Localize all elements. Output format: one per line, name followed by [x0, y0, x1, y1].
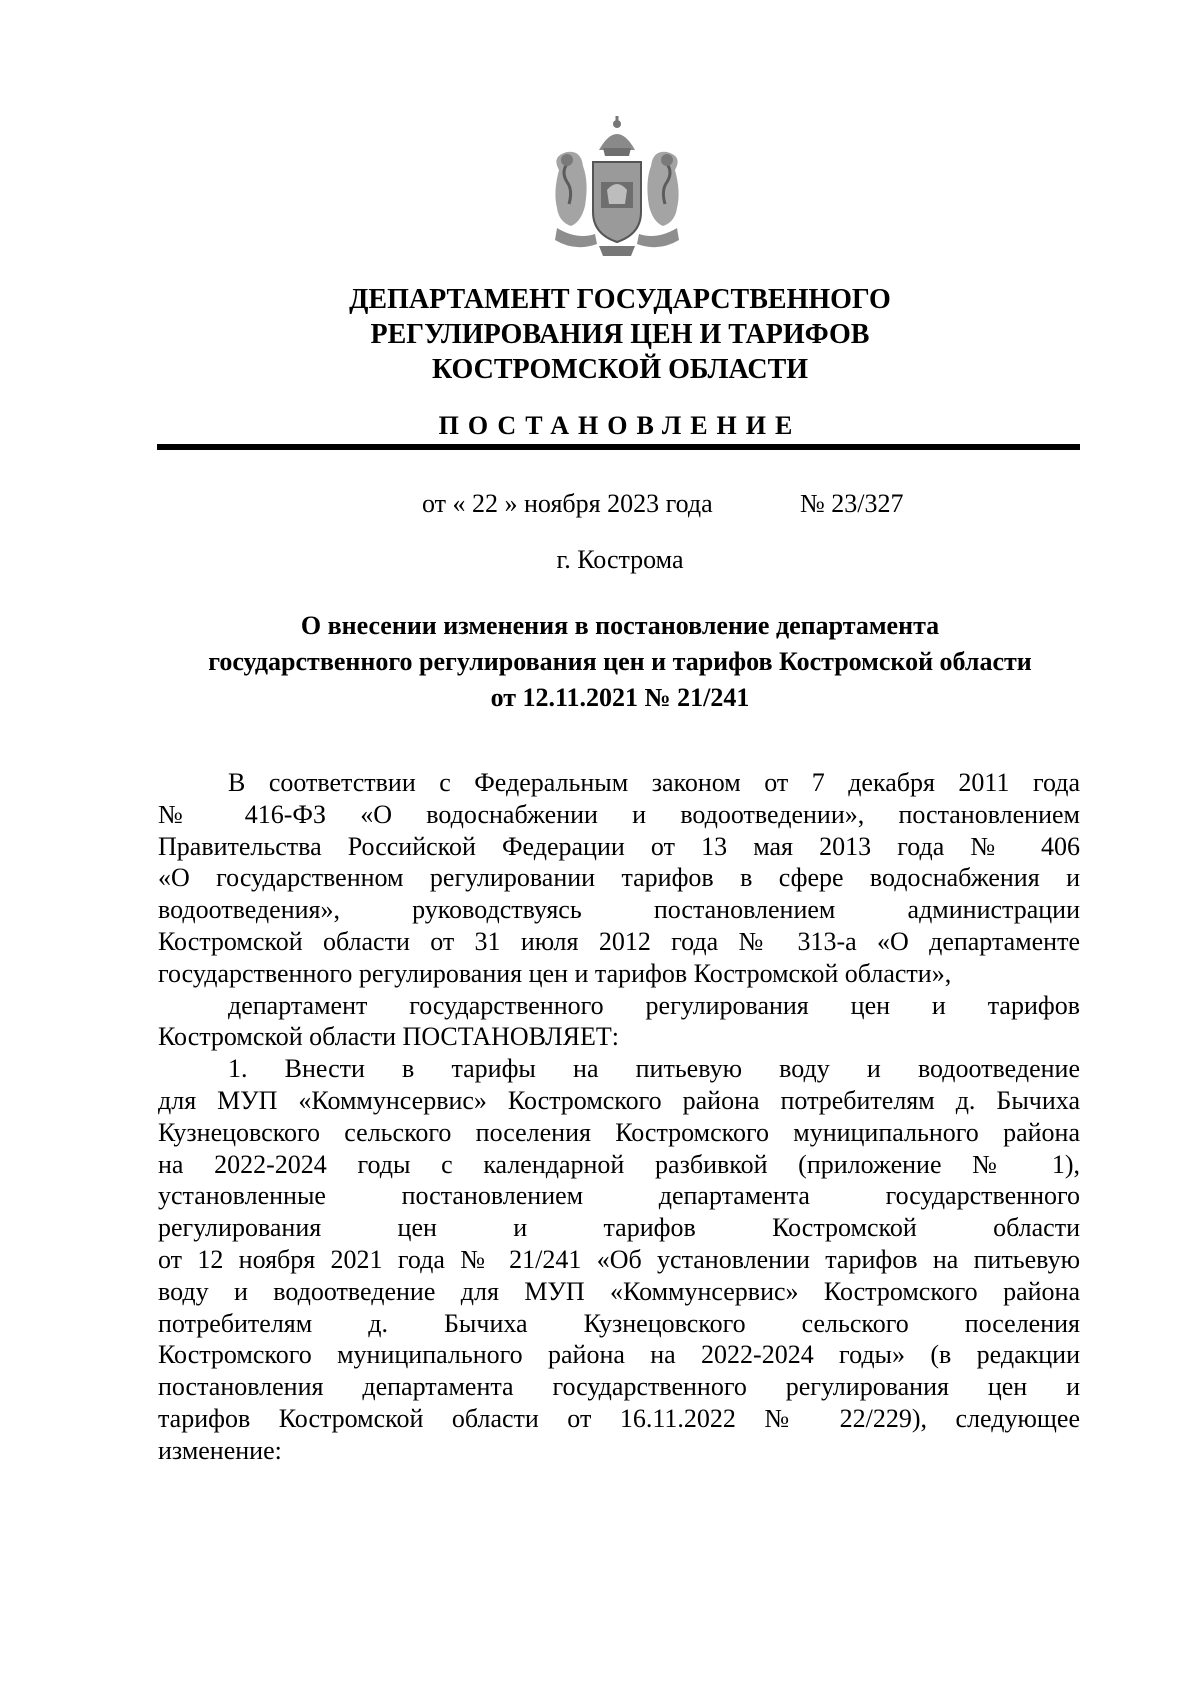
body-line: В соответствии с Федеральным законом от 7 декабря 2011 года: [228, 768, 1080, 797]
department-name-line-3: КОСТРОМСКОЙ ОБЛАСТИ: [431, 354, 809, 385]
body-line: Костромской области ПОСТАНОВЛЯЕТ:: [158, 1022, 619, 1052]
body-line: Костромского муниципального района на 2022-2024 годы» (в редакции: [158, 1340, 1080, 1370]
document-type-title: ПОСТАНОВЛЕНИЕ: [438, 411, 802, 440]
department-name-line-1: ДЕПАРТАМЕНТ ГОСУДАРСТВЕННОГО: [349, 284, 891, 315]
body-line: потребителям д. Бычиха Кузнецовского сельского поселения: [158, 1308, 1080, 1338]
body-line: водоотведения», руководствуясь постановлением администрации: [158, 895, 1080, 925]
header-divider: [157, 444, 1080, 450]
body-line: тарифов Костромской области от 16.11.2022 № 22/229), следующее: [158, 1403, 1080, 1433]
department-name-line-2: РЕГУЛИРОВАНИЯ ЦЕН И ТАРИФОВ: [370, 319, 870, 350]
body-line: Правительства Российской Федерации от 13 мая 2013 года № 406: [158, 831, 1080, 861]
document-subject: [150, 608, 1090, 716]
body-line: Кузнецовского сельского поселения Костромского муниципального района: [158, 1117, 1080, 1147]
subject-line-2: государственного регулирования цен и тарифов Костромской области: [208, 647, 1032, 676]
body-line: государственного регулирования цен и тарифов Костромской области»,: [158, 958, 952, 988]
body-line: департамент государственного регулирования цен и тарифов: [228, 990, 1080, 1020]
document-body: [158, 767, 1080, 1467]
department-name: [160, 282, 1080, 387]
coat-of-arms-emblem: [537, 112, 697, 262]
document-city: г. Кострома: [556, 545, 684, 574]
document-date: от « 22 » ноября 2023 года: [422, 489, 713, 518]
body-line: для МУП «Коммунсервис» Костромского района потребителям д. Бычиха: [158, 1085, 1080, 1115]
body-line: № 416-ФЗ «О водоснабжении и водоотведении», постановлением: [158, 799, 1080, 829]
document-number: № 23/327: [800, 489, 904, 518]
body-line: «О государственном регулировании тарифов в сфере водоснабжения и: [158, 863, 1080, 893]
subject-line-1: О внесении изменения в постановление департамента: [300, 611, 940, 640]
body-line: регулирования цен и тарифов Костромской области: [158, 1213, 1080, 1243]
body-line: воду и водоотведение для МУП «Коммунсервис» Костромского района: [158, 1276, 1080, 1306]
body-line: постановления департамента государственного регулирования цен и: [158, 1372, 1080, 1402]
subject-line-3: от 12.11.2021 № 21/241: [490, 683, 750, 712]
body-line: установленные постановлением департамента государственного: [158, 1181, 1080, 1211]
body-line: от 12 ноября 2021 года № 21/241 «Об установлении тарифов на питьевую: [158, 1244, 1080, 1274]
body-line: изменение:: [158, 1435, 282, 1465]
date-number-line: [160, 487, 1080, 521]
body-line: Костромской области от 31 июля 2012 года № 313-а «О департаменте: [158, 926, 1080, 956]
body-line: 1. Внести в тарифы на питьевую воду и водоотведение: [228, 1054, 1080, 1084]
body-line: на 2022-2024 годы с календарной разбивкой (приложение № 1),: [158, 1149, 1080, 1179]
